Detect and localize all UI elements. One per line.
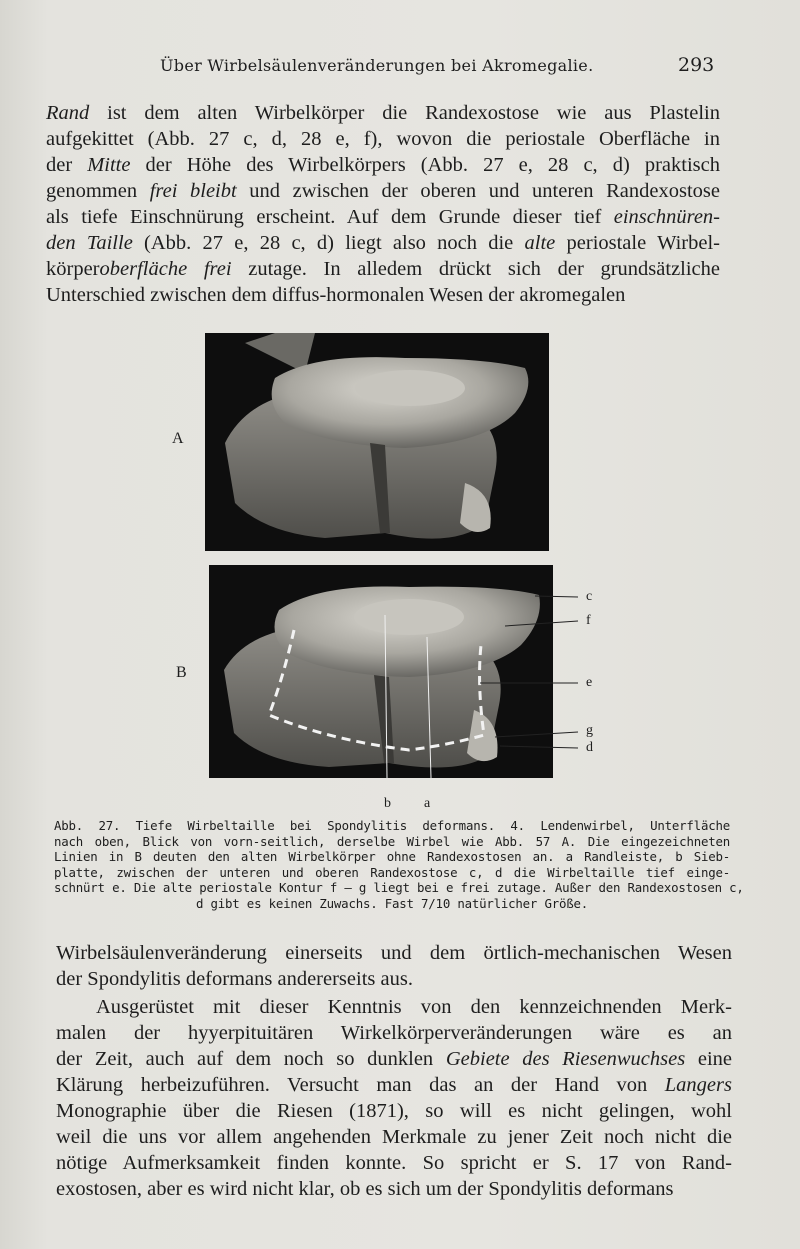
text-segment: ist dem alten Wirbelkörper die Randexostose wie aus Plastelin: [89, 102, 720, 124]
callout-f: f: [586, 613, 591, 628]
italic-text: den Taille: [46, 232, 133, 254]
italic-text: einschnüren-: [613, 206, 720, 228]
text-line: [56, 1176, 732, 1202]
callout-c: c: [586, 589, 593, 604]
text-segment: körper: [46, 258, 100, 280]
running-head: Über Wirbelsäulenveränderungen bei Akromegalie.: [160, 56, 594, 75]
caption-line: Abb. 27. Tiefe Wirbeltaille bei Spondylitis deformans. 4. Lendenwirbel, Unterfläche: [54, 818, 730, 833]
italic-text: oberfläche frei: [99, 258, 232, 280]
text-segment: nötige Aufmerksamkeit finden konnte. So spricht er S. 17 von Rand-: [56, 1152, 732, 1174]
text-line: [56, 994, 732, 1020]
text-segment: exostosen, aber es wird nicht klar, ob es sich um der Spondylitis deformans: [56, 1178, 674, 1200]
text-line: [56, 1046, 732, 1072]
callout-e: e: [586, 675, 593, 690]
panel-b-label: B: [176, 664, 187, 681]
paragraph-bottom: [56, 994, 732, 1202]
text-segment: und zwischen der oberen und unteren Randexostose: [236, 180, 720, 202]
text-segment: eine: [685, 1048, 732, 1070]
text-segment: Monographie über die Riesen (1871), so will es nicht gelingen, wohl: [56, 1100, 732, 1122]
text-segment: Unterschied zwischen dem diffus-hormonalen Wesen der akromegalen: [46, 284, 626, 306]
panel-a-label: A: [172, 430, 184, 447]
text-segment: der Zeit, auch auf dem noch so dunklen: [56, 1048, 446, 1070]
italic-text: Rand: [46, 102, 90, 124]
text-segment: periostale Wirbel-: [555, 232, 720, 254]
caption-line: nach oben, Blick von vorn-seitlich, derselbe Wirbel wie Abb. 57 A. Die eingezeichneten: [54, 833, 730, 849]
caption-line: schnürt e. Die alte periostale Kontur f – g liegt bei e frei zutage. Außer den Randexostosen c,: [54, 880, 744, 895]
italic-text: alte: [524, 232, 556, 254]
text-line: [56, 940, 732, 966]
text-segment: aufgekittet (Abb. 27 c, d, 28 e, f), wovon die periostale Oberfläche in: [46, 128, 720, 150]
caption-line: d gibt es keinen Zuwachs. Fast 7/10 natürlicher Größe.: [195, 895, 589, 911]
text-segment: Ausgerüstet mit dieser Kenntnis von den kennzeichnenden Merk-: [96, 996, 732, 1018]
caption-line: Linien in B deuten den alten Wirbelkörper ohne Randexostosen an. a Randleiste, b Sieb-: [54, 849, 730, 864]
text-segment: (Abb. 27 e, 28 c, d) liegt also noch die: [132, 232, 525, 254]
text-segment: als tiefe Einschnürung erscheint. Auf dem Grunde dieser tief: [46, 206, 614, 228]
text-segment: Wirbelsäulenveränderung einerseits und dem örtlich-mechanischen Wesen: [56, 942, 732, 964]
text-line: [56, 1020, 732, 1046]
callout-g: g: [586, 723, 593, 738]
text-segment: malen der hyyerpituitären Wirkelkörperveränderungen wäre es an: [56, 1022, 732, 1044]
paragraph-middle: [56, 940, 732, 992]
italic-text: frei bleibt: [149, 180, 237, 202]
text-line: [56, 1124, 732, 1150]
text-segment: genommen: [46, 180, 150, 202]
italic-text: Mitte: [87, 154, 131, 176]
italic-text: Gebiete des Riesenwuchses: [445, 1048, 686, 1070]
page-number: 293: [678, 54, 715, 76]
caption-line: platte, zwischen der unteren und oberen Randexostose c, d die Wirbeltaille tief einge-: [54, 864, 730, 880]
callout-d: d: [586, 740, 593, 755]
text-line: [56, 1098, 732, 1124]
italic-text: Langers: [664, 1074, 732, 1096]
callout-b: b: [384, 796, 391, 811]
text-line: [56, 966, 732, 992]
text-line: [56, 1072, 732, 1098]
text-segment: der Spondylitis deformans andererseits aus.: [56, 968, 413, 990]
figure-caption: [54, 818, 744, 911]
text-segment: weil die uns vor allem angehenden Merkmale zu jener Zeit noch nicht die: [56, 1126, 732, 1148]
text-segment: Klärung herbeizuführen. Versucht man das an der Hand von: [56, 1074, 665, 1096]
callout-a: a: [424, 796, 431, 811]
text-segment: der: [46, 154, 88, 176]
text-line: [56, 1150, 732, 1176]
text-segment: der Höhe des Wirbelkörpers (Abb. 27 e, 28 c, d) praktisch: [130, 154, 720, 176]
text-segment: zutage. In alledem drückt sich der grundsätzliche: [231, 258, 721, 280]
